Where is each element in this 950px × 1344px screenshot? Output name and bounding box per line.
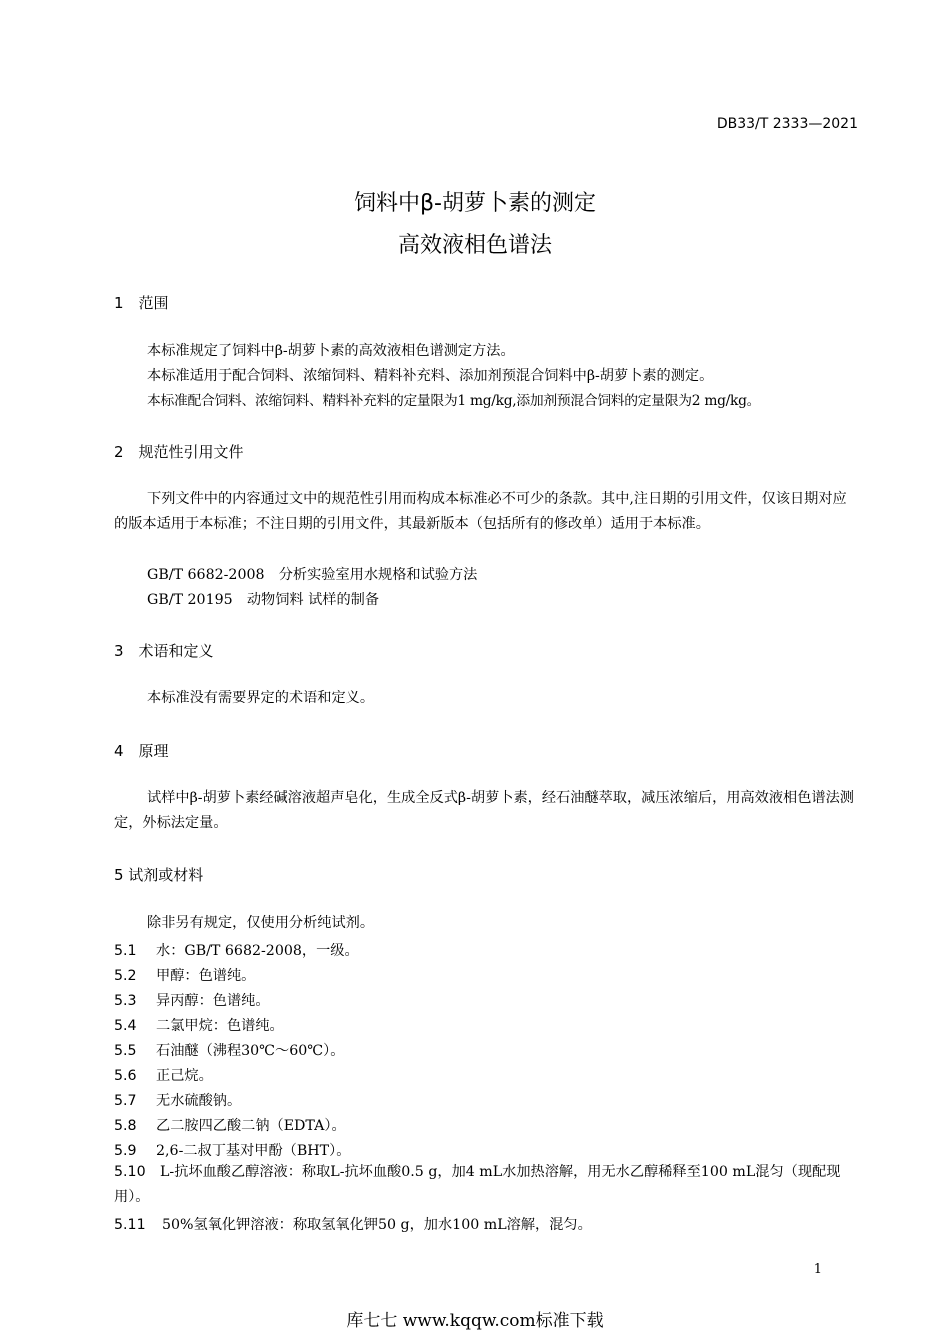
item-number: 5.8	[114, 1118, 137, 1134]
item-text: 50%氢氧化钾溶液：称取氢氧化钾50 g，加水100 mL溶解，混匀。	[162, 1217, 592, 1233]
reagent-item	[114, 1015, 284, 1035]
item-text: L-抗坏血酸乙醇溶液：称取L-抗坏血酸0.5 g，加4 mL水加热溶解，用无水乙醇稀释至100 mL混匀（现配现用）。	[114, 1164, 841, 1205]
reagent-item	[114, 1090, 241, 1110]
reagent-item	[114, 1140, 350, 1160]
paragraph: 下列文件中的内容通过文中的规范性引用而构成本标准必不可少的条款。其中,注日期的引用文件，仅该日期对应的版本适用于本标准；不注日期的引用文件，其最新版本（包括所有的修改单）适用于本标准。	[114, 491, 847, 532]
reagent-item	[114, 990, 270, 1010]
reagent-item	[114, 1040, 344, 1060]
reagent-item	[114, 940, 359, 960]
paragraph: 本标准没有需要界定的术语和定义。	[147, 690, 375, 706]
reference-item: GB/T 6682-2008 分析实验室用水规格和试验方法	[147, 567, 478, 583]
item-number: 5.9	[114, 1143, 137, 1159]
item-text: 正己烷。	[156, 1068, 213, 1084]
section-heading-principle: 4 原理	[114, 742, 169, 760]
reference-item: GB/T 20195 动物饲料 试样的制备	[147, 592, 380, 608]
item-text: 水：GB/T 6682-2008，一级。	[156, 943, 359, 959]
paragraph: 除非另有规定，仅使用分析纯试剂。	[147, 915, 375, 931]
item-text: 石油醚（沸程30℃～60℃）。	[156, 1043, 345, 1059]
item-text: 二氯甲烷：色谱纯。	[156, 1018, 284, 1034]
item-number: 5.11	[114, 1217, 146, 1233]
item-number: 5.6	[114, 1068, 137, 1084]
page-number: 1	[813, 1262, 822, 1277]
document-subtitle: 高效液相色谱法	[397, 233, 552, 258]
item-number: 5.4	[114, 1018, 137, 1034]
item-number: 5.3	[114, 993, 137, 1009]
item-number: 5.1	[114, 943, 137, 959]
item-text: 无水硫酸钠。	[156, 1093, 242, 1109]
item-text: 甲醇：色谱纯。	[156, 968, 256, 984]
item-text: 2,6-二叔丁基对甲酚（BHT）。	[156, 1143, 351, 1159]
item-text: 乙二胺四乙酸二钠（EDTA）。	[156, 1118, 346, 1134]
reagent-item	[114, 1160, 860, 1210]
paragraph: 本标准适用于配合饲料、浓缩饲料、精料补充料、添加剂预混合饲料中β-胡萝卜素的测定。	[147, 368, 714, 384]
section-heading-reagents: 5 试剂或材料	[114, 866, 204, 884]
item-number: 5.10	[114, 1164, 146, 1180]
document-title: 饲料中β-胡萝卜素的测定	[354, 191, 596, 216]
reagent-item	[114, 1115, 346, 1135]
item-number: 5.5	[114, 1043, 137, 1059]
section-heading-terms: 3 术语和定义	[114, 642, 214, 660]
section-heading-scope: 1 范围	[114, 294, 169, 312]
item-number: 5.7	[114, 1093, 137, 1109]
item-number: 5.2	[114, 968, 137, 984]
reagent-item	[114, 1214, 592, 1234]
reagent-item	[114, 1065, 213, 1085]
reagent-item	[114, 965, 255, 985]
standard-code: DB33/T 2333—2021	[716, 116, 858, 132]
paragraph: 本标准配合饲料、浓缩饲料、精料补充料的定量限为1 mg/kg,添加剂预混合饲料的定量限为2 mg/kg。	[147, 393, 761, 409]
paragraph: 试样中β-胡萝卜素经碱溶液超声皂化，生成全反式β-胡萝卜素，经石油醚萃取，减压浓缩后，用高效液相色谱法测定，外标法定量。	[114, 790, 854, 831]
footer-watermark: 库七七 www.kqqw.com标准下载	[346, 1311, 604, 1331]
paragraph: 本标准规定了饲料中β-胡萝卜素的高效液相色谱测定方法。	[147, 343, 515, 359]
section-heading-normative-references: 2 规范性引用文件	[114, 443, 244, 461]
item-text: 异丙醇：色谱纯。	[156, 993, 270, 1009]
